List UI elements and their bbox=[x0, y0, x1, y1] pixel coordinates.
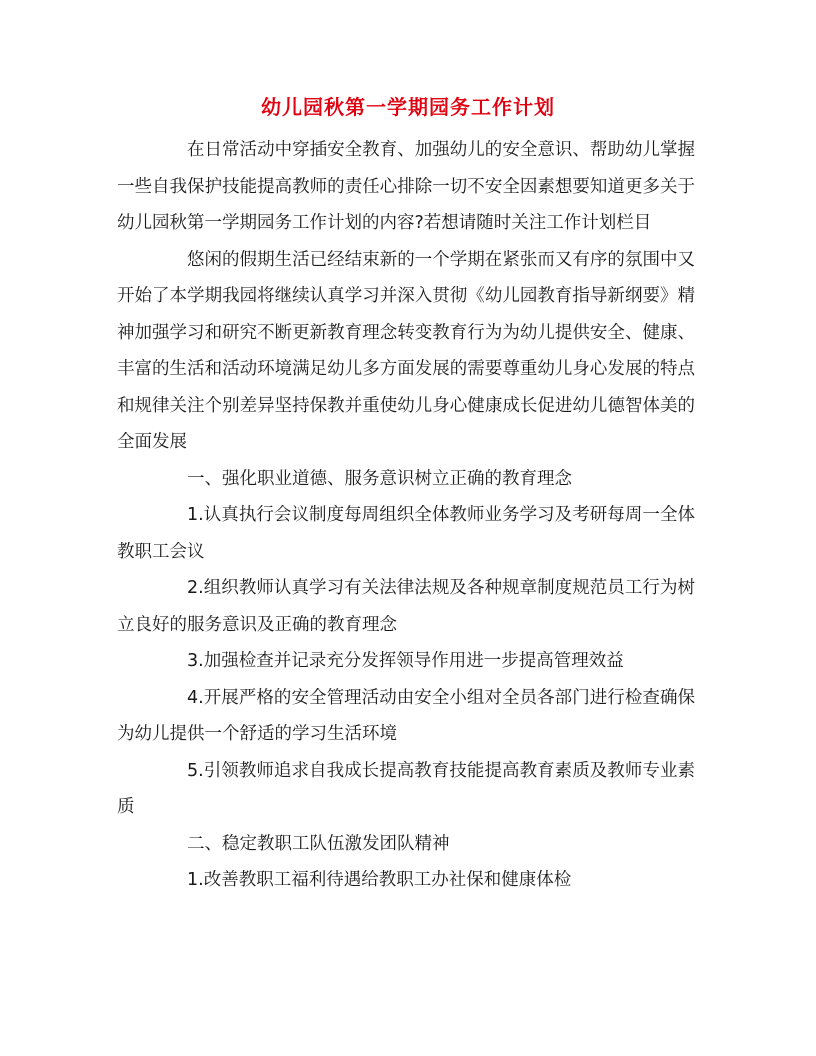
section-heading-2: 二、稳定教职工队伍激发团队精神 bbox=[187, 833, 450, 854]
section-heading-1: 一、强化职业道德、服务意识树立正确的教育理念 bbox=[187, 468, 572, 489]
document-title: 幼儿园秋第一学期园务工作计划 bbox=[261, 95, 555, 119]
list-item: 4.开展严格的安全管理活动由安全小组对全员各部门进行检查确保为幼儿提供一个舒适的学习生活环境 bbox=[117, 687, 695, 744]
document-body bbox=[117, 132, 695, 899]
list-item: 1.改善教职工福利待遇给教职工办社保和健康体检 bbox=[187, 870, 572, 890]
list-item: 5.引领教师追求自我成长提高教育技能提高教育素质及教师专业素质 bbox=[117, 760, 695, 817]
opening-paragraph: 悠闲的假期生活已经结束新的一个学期在紧张而又有序的氛围中又开始了本学期我园将继续认真学习并深入贯彻《幼儿园教育指导新纲要》精神加强学习和研究不断更新教育理念转变教育行为为幼儿提供安全、健康、丰富的生活和活动环境满足幼儿多方面发展的需要尊重幼儿身心发展的特点和规律关注个别差异坚持保教并重使幼儿身心健康成长促进幼儿德智体美的全面发展 bbox=[117, 249, 695, 452]
list-item: 1.认真执行会议制度每周组织全体教师业务学习及考研每周一全体教职工会议 bbox=[117, 505, 695, 562]
list-item: 2.组织教师认真学习有关法律法规及各种规章制度规范员工行为树立良好的服务意识及正确的教育理念 bbox=[117, 578, 695, 635]
list-item: 3.加强检查并记录充分发挥领导作用进一步提高管理效益 bbox=[187, 651, 624, 671]
intro-paragraph: 在日常活动中穿插安全教育、加强幼儿的安全意识、帮助幼儿掌握一些自我保护技能提高教师的责任心排除一切不安全因素想要知道更多关于幼儿园秋第一学期园务工作计划的内容?若想请随时关注工作计划栏目 bbox=[117, 140, 695, 233]
